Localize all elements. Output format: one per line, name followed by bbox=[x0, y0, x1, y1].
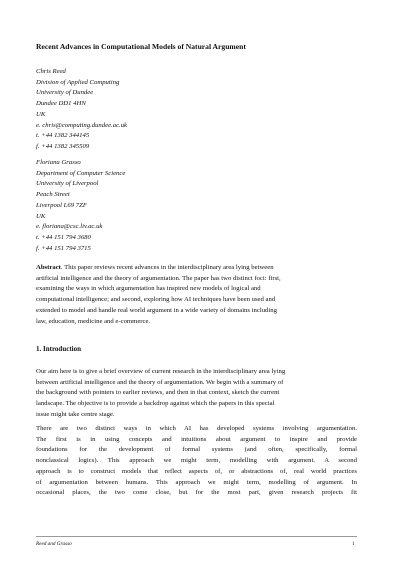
abstract-text-start: . This paper reviews recent advances in the interdisciplinary area lying between bbox=[60, 264, 274, 271]
author-1-university: University of Dundee bbox=[36, 89, 94, 97]
author-2-name: Floriana Grasso bbox=[36, 159, 81, 166]
paragraph-line: There are two distinct ways in which AI has developed systems involving argumentation. bbox=[36, 425, 357, 432]
author-2-block bbox=[36, 158, 125, 254]
abstract-line: computational intelligence; and second, exploring how AI techniques have been used and bbox=[36, 296, 276, 304]
abstract bbox=[36, 263, 366, 327]
author-2-street: Peach Street bbox=[36, 191, 70, 199]
paragraph-line: between artificial intelligence and the theory of argumentation. We begin with a summary of bbox=[36, 378, 284, 386]
abstract-line: extended to model and handle real world argument in a wide variety of domains including bbox=[36, 306, 277, 314]
author-1-country: UK bbox=[36, 110, 46, 118]
paragraph-line: Our aim here is to give a brief overview of current research in the interdisciplinary area lying bbox=[36, 368, 286, 375]
page-number: 1 bbox=[352, 541, 355, 547]
paragraph-line: approach is to construct models that reflect aspects of, or abstractions of, real world practices bbox=[36, 467, 357, 475]
section-heading-introduction: 1. Introduction bbox=[36, 345, 81, 353]
author-2-department: Department of Computer Science bbox=[36, 169, 126, 177]
author-1-name: Chris Reed bbox=[36, 68, 66, 75]
author-2-university: University of Liverpool bbox=[36, 180, 99, 188]
author-1-division: Division of Applied Computing bbox=[36, 78, 120, 86]
intro-paragraph-2 bbox=[36, 424, 357, 499]
author-2-phone: t. +44 151 794 3680 bbox=[36, 233, 91, 241]
paragraph-line: occasional places, the two come close, but for the most part, given research projects fit bbox=[36, 489, 357, 497]
paragraph-line: The first is in using concepts and intuitions about argument to inspire and provide bbox=[36, 435, 357, 443]
author-2-email: e. floriana@csc.liv.ac.uk bbox=[36, 223, 103, 231]
author-2-country: UK bbox=[36, 212, 46, 220]
author-2-city: Liverpool L69 7ZF bbox=[36, 201, 87, 209]
abstract-line: examining the ways in which argumentation has inspired new models of logical and bbox=[36, 285, 261, 293]
author-1-block bbox=[36, 67, 127, 153]
abstract-line: law, education, medicine and e-commerce. bbox=[36, 317, 151, 325]
footer-authors: Reed and Grasso bbox=[36, 541, 72, 547]
paragraph-line: landscape. The objective is to provide a backdrop against which the papers in this special bbox=[36, 400, 275, 408]
abstract-heading: Abstract bbox=[36, 264, 61, 271]
footer-divider bbox=[36, 536, 357, 537]
paragraph-line: nonclassical logics). This approach we might term, modelling with argument. A second bbox=[36, 457, 357, 465]
paragraph-line: of argumentation between humans. This approach we might term, modelling of argument. In bbox=[36, 478, 357, 486]
paragraph-line: foundations for the development of formal systems (and often, specifically, formal bbox=[36, 446, 357, 454]
paragraph-line: the background with pointers to earlier reviews, and then in that context, sketch the current bbox=[36, 389, 280, 397]
abstract-line: artificial intelligence and the theory of argumentation. The paper has two distinct foci: first, bbox=[36, 274, 281, 282]
paragraph-line: issue might take centre stage. bbox=[36, 410, 115, 418]
paper-title: Recent Advances in Computational Models of Natural Argument bbox=[36, 42, 246, 51]
abstract-first-line bbox=[36, 263, 366, 274]
author-1-phone: t. +44 1382 344145 bbox=[36, 132, 90, 140]
author-2-fax: f. +44 151 794 3715 bbox=[36, 244, 91, 252]
author-1-fax: f. +44 1382 345509 bbox=[36, 142, 90, 150]
author-1-email: e. chris@computing.dundee.ac.uk bbox=[36, 121, 128, 129]
author-1-city: Dundee DD1 4HN bbox=[36, 100, 86, 108]
intro-paragraph-1 bbox=[36, 367, 357, 421]
